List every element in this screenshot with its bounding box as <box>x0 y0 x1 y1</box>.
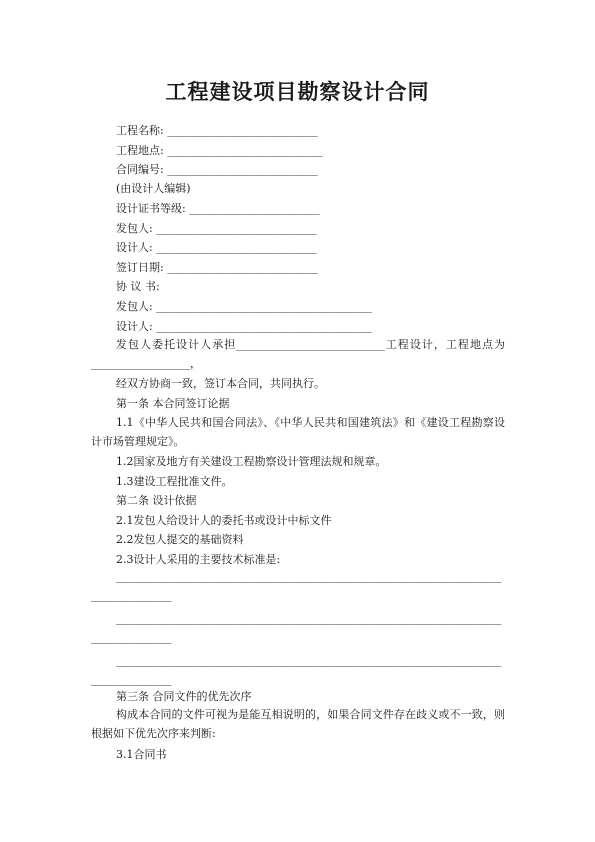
sign-date-line <box>116 261 317 274</box>
sign-date-label: 签订日期: <box>116 261 164 274</box>
article-2-item-1: 2.1发包人给设计人的委托书或设计中标文件 <box>116 514 332 527</box>
article-3-heading: 第三条 合同文件的优先次序 <box>116 690 252 703</box>
employer-line <box>116 222 316 235</box>
tech-standard-blank-b: _____________________________________________________________________________________________ <box>91 612 501 644</box>
article-2-heading: 第二条 设计依据 <box>116 494 197 507</box>
filled-by-note: (由设计人编辑) <box>116 182 191 195</box>
agreement-designer-blank: ___________________________________________ <box>156 320 372 333</box>
agreement-employer-label: 发包人: <box>116 300 153 313</box>
tech-standard-blank-c: _____________________________________________________________________________________________ <box>91 654 501 686</box>
article-2-item-3: 2.3设计人采用的主要技术标准是: <box>116 553 281 566</box>
cert-level-line <box>116 202 319 215</box>
article-2-item-2: 2.2发包人提交的基础资料 <box>116 533 244 546</box>
sign-date-blank: ______________________________ <box>167 261 318 274</box>
designer-line <box>116 241 316 254</box>
article-3-body: 构成本合同的文件可视为是能互相说明的，如果合同文件存在歧义或不一致，则根据如下优先次序来判断: <box>91 708 505 740</box>
employer-label: 发包人: <box>116 222 153 235</box>
article-3-item-1: 3.1合同书 <box>116 748 167 761</box>
article-1-item-3: 1.3建设工程批准文件。 <box>116 475 233 488</box>
project-location-blank: _______________________________ <box>167 144 323 157</box>
document-title: 工程建设项目勘察设计合同 <box>165 80 430 104</box>
project-name-blank: ______________________________ <box>167 124 318 137</box>
project-name-label: 工程名称: <box>116 124 164 137</box>
contract-no-line <box>116 163 317 176</box>
article-1-item-2: 1.2国家及地方有关建设工程勘察设计管理法规和规章。 <box>116 455 387 468</box>
designer-label: 设计人: <box>116 241 153 254</box>
article-1-item-1: 1.1《中华人民共和国合同法》、《中华人民共和国建筑法》和《建设工程勘察设计市场管理规定》。 <box>91 416 505 448</box>
agreement-designer-label: 设计人: <box>116 320 153 333</box>
designer-blank: ________________________________ <box>156 241 317 254</box>
agreement-heading: 协 议 书: <box>116 280 160 293</box>
project-location-line <box>116 144 322 157</box>
employer-blank: ________________________________ <box>156 222 317 235</box>
contract-no-label: 合同编号: <box>116 163 164 176</box>
agreement-designer-line <box>116 320 371 333</box>
contract-no-blank: ______________________________ <box>167 163 318 176</box>
cert-level-label: 设计证书等级: <box>116 202 186 215</box>
agreement-employer-blank: ___________________________________________ <box>156 300 372 313</box>
agreement-intro: 发包人委托设计人承担___________________________工程设计，工程地点为__________________， <box>91 338 505 370</box>
agreement-employer-line <box>116 300 371 313</box>
agreement-consensus: 经双方协商一致，签订本合同，共同执行。 <box>116 377 325 390</box>
tech-standard-blank-a: _____________________________________________________________________________________________ <box>91 570 501 602</box>
article-1-heading: 第一条 本合同签订论据 <box>116 397 230 410</box>
project-name-line <box>116 124 317 137</box>
cert-level-blank: __________________________ <box>189 202 320 215</box>
project-location-label: 工程地点: <box>116 144 164 157</box>
